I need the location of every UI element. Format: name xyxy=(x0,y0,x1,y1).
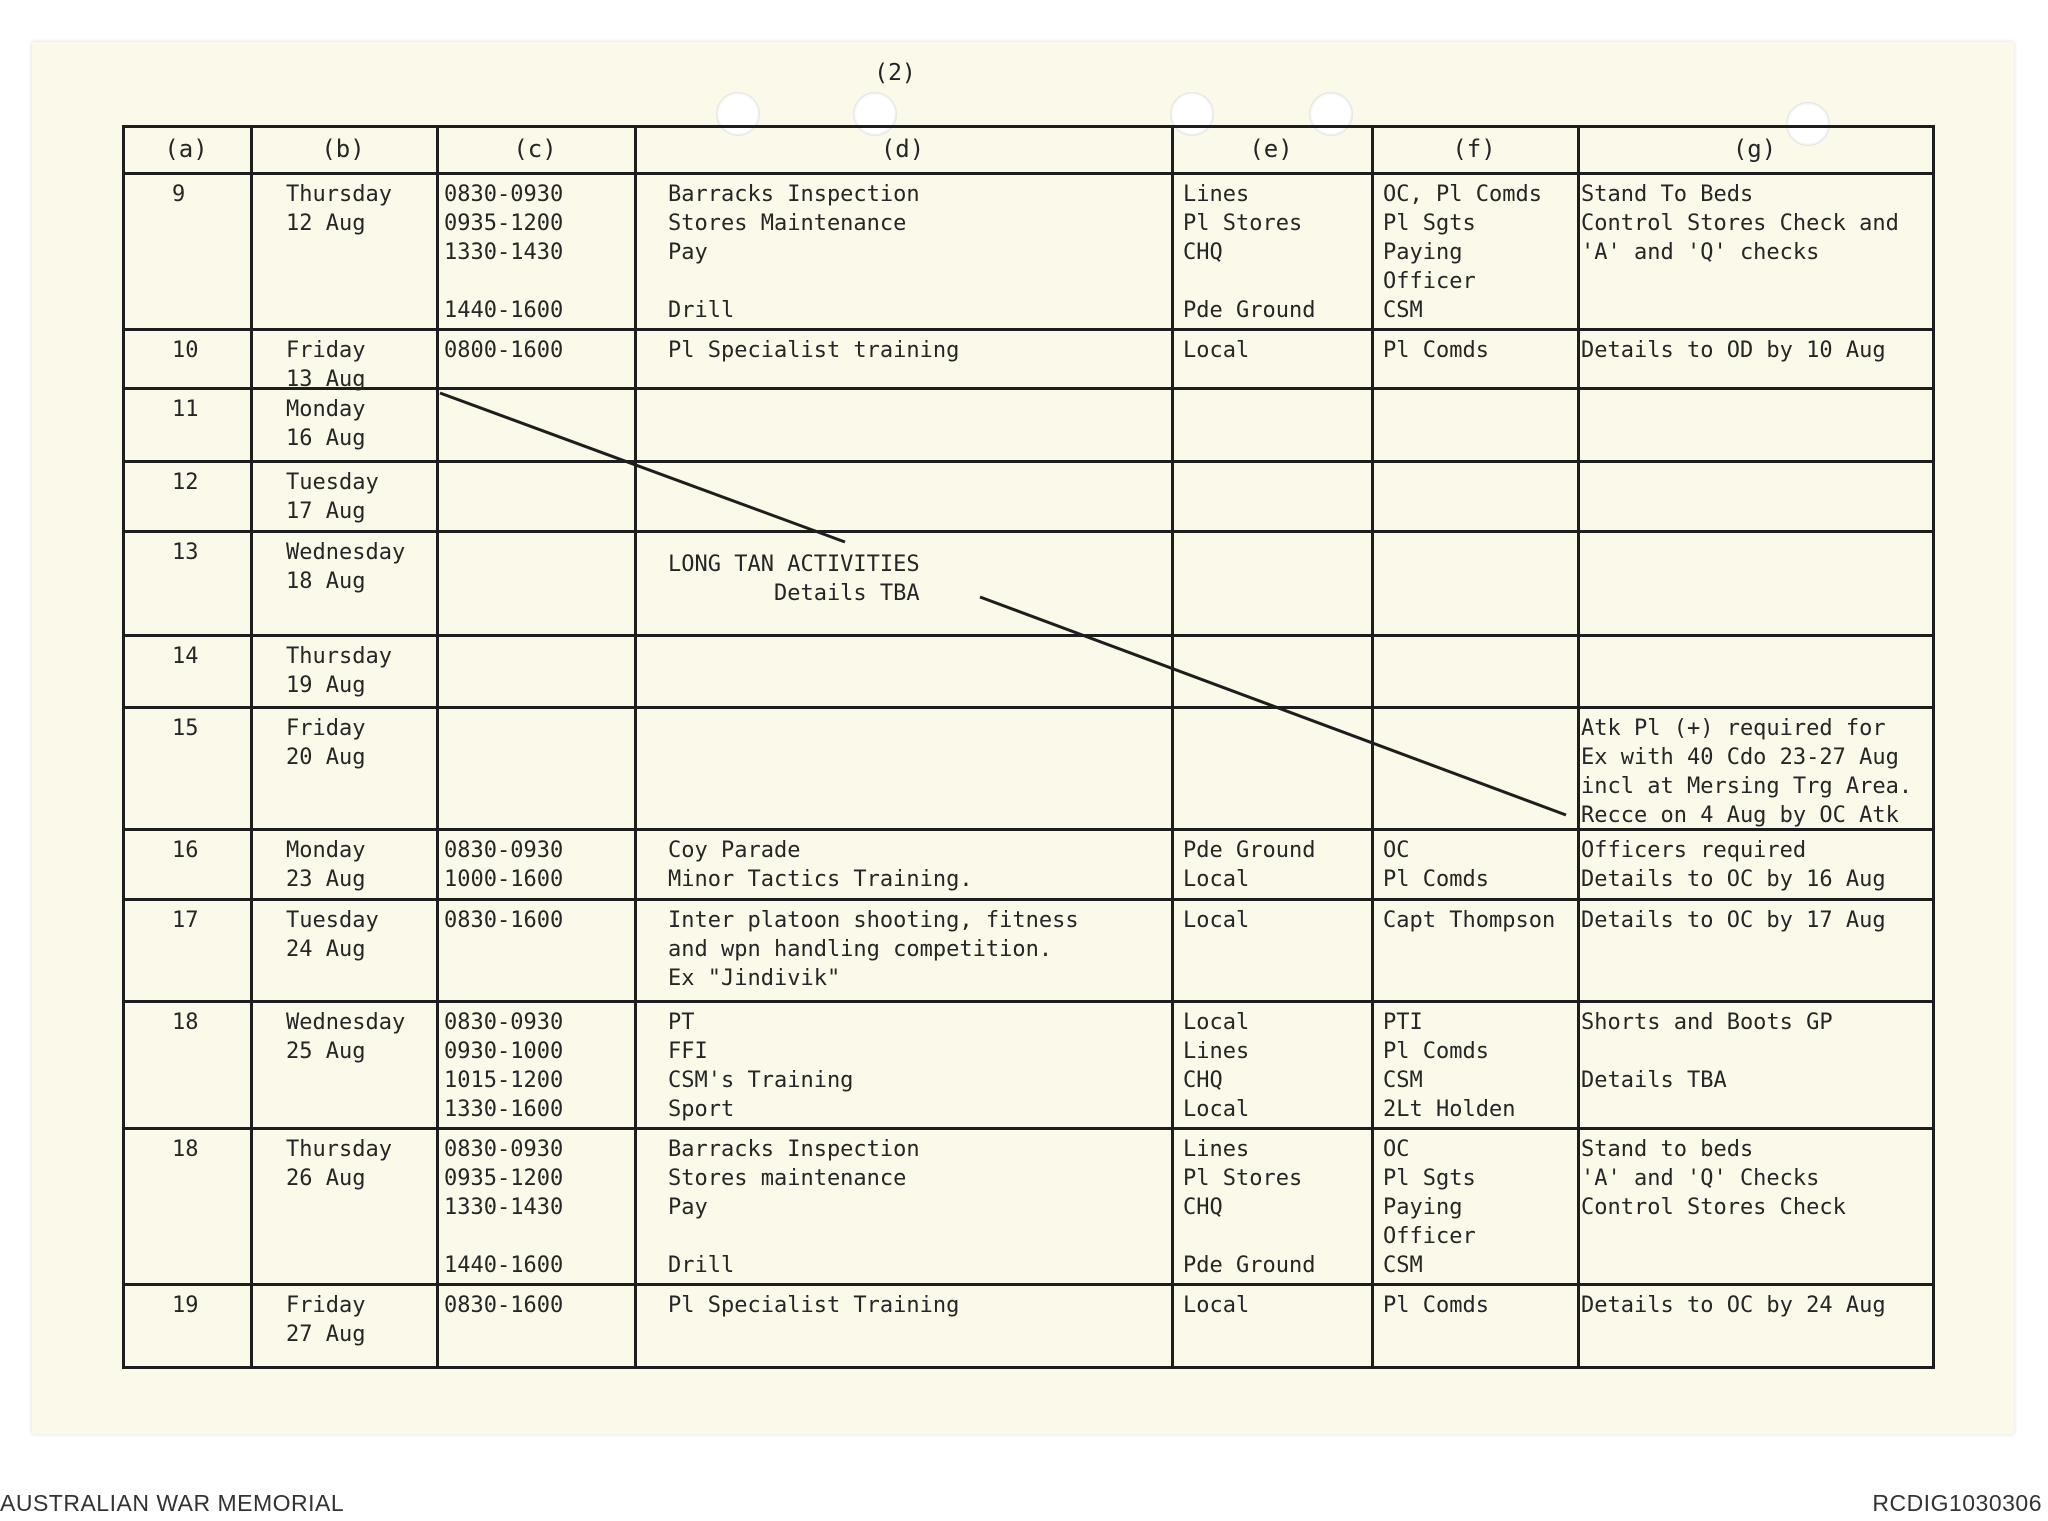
footer-archive-name: AUSTRALIAN WAR MEMORIAL xyxy=(0,1490,345,1516)
serial-cell: 10 xyxy=(172,338,199,363)
location-cell: Local xyxy=(1183,1293,1250,1318)
punch-hole xyxy=(853,92,897,136)
column-header: (e) xyxy=(1249,135,1293,163)
serial-cell: 19 xyxy=(172,1293,199,1318)
serial-cell: 12 xyxy=(172,470,199,495)
serial-cell: 15 xyxy=(172,716,199,741)
serial-cell: 9 xyxy=(172,182,186,207)
serial-cell: 18 xyxy=(172,1010,199,1035)
remarks-cell: Details to OD by 10 Aug xyxy=(1581,338,1886,363)
table-column-rule xyxy=(436,125,439,1369)
table-rule xyxy=(122,460,1935,463)
day-date-cell: Tuesday 17 Aug xyxy=(286,470,379,524)
location-cell: Local xyxy=(1183,908,1250,933)
column-header: (a) xyxy=(164,135,208,163)
serial-cell: 16 xyxy=(172,838,199,863)
day-date-cell: Friday 13 Aug xyxy=(286,338,366,392)
table-rule xyxy=(122,1366,1935,1369)
table-column-rule xyxy=(1932,125,1935,1369)
times-cell: 0830-0930 1000-1600 xyxy=(444,838,564,892)
activity-cell: Coy Parade Minor Tactics Training. xyxy=(668,838,973,892)
day-date-cell: Friday 27 Aug xyxy=(286,1293,366,1347)
responsibility-cell: OC Pl Comds xyxy=(1383,838,1489,892)
times-cell: 0800-1600 xyxy=(444,338,564,363)
table-rule xyxy=(122,387,1935,390)
table-rule xyxy=(122,172,1935,175)
table-column-rule xyxy=(122,125,125,1369)
table-column-rule xyxy=(250,125,253,1369)
responsibility-cell: Pl Comds xyxy=(1383,1293,1489,1318)
activity-cell: Inter platoon shooting, fitness and wpn handling competition. Ex "Jindivik" xyxy=(668,908,1079,991)
column-header: (d) xyxy=(880,135,925,163)
activity-cell: Barracks Inspection Stores Maintenance Pay Drill xyxy=(668,182,920,323)
table-column-rule xyxy=(1577,125,1580,1369)
table-rule xyxy=(122,634,1935,637)
responsibility-cell: PTI Pl Comds CSM 2Lt Holden xyxy=(1383,1010,1516,1122)
table-rule xyxy=(122,530,1935,533)
column-header: (f) xyxy=(1452,135,1496,163)
day-date-cell: Wednesday 18 Aug xyxy=(286,540,406,594)
remarks-cell: Atk Pl (+) required for Ex with 40 Cdo 23-27 Aug incl at Mersing Trg Area. Recce on 4 Aug by OC Atk xyxy=(1581,716,1913,828)
times-cell: 0830-0930 0935-1200 1330-1430 1440-1600 xyxy=(444,182,564,323)
times-cell: 0830-1600 xyxy=(444,908,564,933)
remarks-cell: Details to OC by 24 Aug xyxy=(1581,1293,1886,1318)
serial-cell: 13 xyxy=(172,540,199,565)
day-date-cell: Tuesday 24 Aug xyxy=(286,908,379,962)
table-rule xyxy=(122,1127,1935,1130)
serial-cell: 18 xyxy=(172,1137,199,1162)
times-cell: 0830-0930 0930-1000 1015-1200 1330-1600 xyxy=(444,1010,564,1122)
remarks-cell: Details to OC by 17 Aug xyxy=(1581,908,1886,933)
punch-hole xyxy=(1170,92,1214,136)
times-cell: 0830-1600 xyxy=(444,1293,564,1318)
column-header: (c) xyxy=(513,135,557,163)
remarks-cell: Stand to beds 'A' and 'Q' Checks Control Stores Check xyxy=(1581,1137,1846,1220)
punch-hole xyxy=(716,92,760,136)
day-date-cell: Wednesday 25 Aug xyxy=(286,1010,406,1064)
serial-cell: 11 xyxy=(172,397,199,422)
remarks-cell: Officers required Details to OC by 16 Aug xyxy=(1581,838,1886,892)
serial-cell: 14 xyxy=(172,644,199,669)
location-cell: Local Lines CHQ Local xyxy=(1183,1010,1250,1122)
table-column-rule xyxy=(634,125,637,1369)
table-rule xyxy=(122,328,1935,331)
table-rule xyxy=(122,706,1935,709)
table-rule xyxy=(122,898,1935,901)
column-header: (b) xyxy=(321,135,365,163)
table-rule xyxy=(122,1283,1935,1286)
day-date-cell: Monday 23 Aug xyxy=(286,838,366,892)
location-cell: Lines Pl Stores CHQ Pde Ground xyxy=(1183,1137,1316,1278)
day-date-cell: Thursday 26 Aug xyxy=(286,1137,392,1191)
activity-cell: Barracks Inspection Stores maintenance Pay Drill xyxy=(668,1137,920,1278)
day-date-cell: Friday 20 Aug xyxy=(286,716,366,770)
activity-cell: PT FFI CSM's Training Sport xyxy=(668,1010,854,1122)
responsibility-cell: Capt Thompson xyxy=(1383,908,1556,933)
table-rule xyxy=(122,1000,1935,1003)
serial-cell: 17 xyxy=(172,908,199,933)
footer-archive-id: RCDIG1030306 xyxy=(1872,1490,2042,1516)
day-date-cell: Thursday 12 Aug xyxy=(286,182,392,236)
location-cell: Pde Ground Local xyxy=(1183,838,1316,892)
responsibility-cell: OC, Pl Comds Pl Sgts Paying Officer CSM xyxy=(1383,182,1542,323)
location-cell: Local xyxy=(1183,338,1250,363)
responsibility-cell: Pl Comds xyxy=(1383,338,1489,363)
times-cell: 0830-0930 0935-1200 1330-1430 1440-1600 xyxy=(444,1137,564,1278)
remarks-cell: Shorts and Boots GP Details TBA xyxy=(1581,1010,1833,1093)
table-column-rule xyxy=(1371,125,1374,1369)
day-date-cell: Monday 16 Aug xyxy=(286,397,366,451)
page-number: (2) xyxy=(874,60,916,86)
remarks-cell: Stand To Beds Control Stores Check and 'A' and 'Q' checks xyxy=(1581,182,1899,265)
location-cell: Lines Pl Stores CHQ Pde Ground xyxy=(1183,182,1316,323)
table-column-rule xyxy=(1171,125,1174,1369)
activity-cell: Pl Specialist training xyxy=(668,338,960,363)
column-header: (g) xyxy=(1732,135,1777,163)
table-rule xyxy=(122,125,1935,128)
punch-hole xyxy=(1309,92,1353,136)
activity-cell: LONG TAN ACTIVITIES Details TBA xyxy=(668,552,920,606)
day-date-cell: Thursday 19 Aug xyxy=(286,644,392,698)
responsibility-cell: OC Pl Sgts Paying Officer CSM xyxy=(1383,1137,1476,1278)
activity-cell: Pl Specialist Training xyxy=(668,1293,960,1318)
